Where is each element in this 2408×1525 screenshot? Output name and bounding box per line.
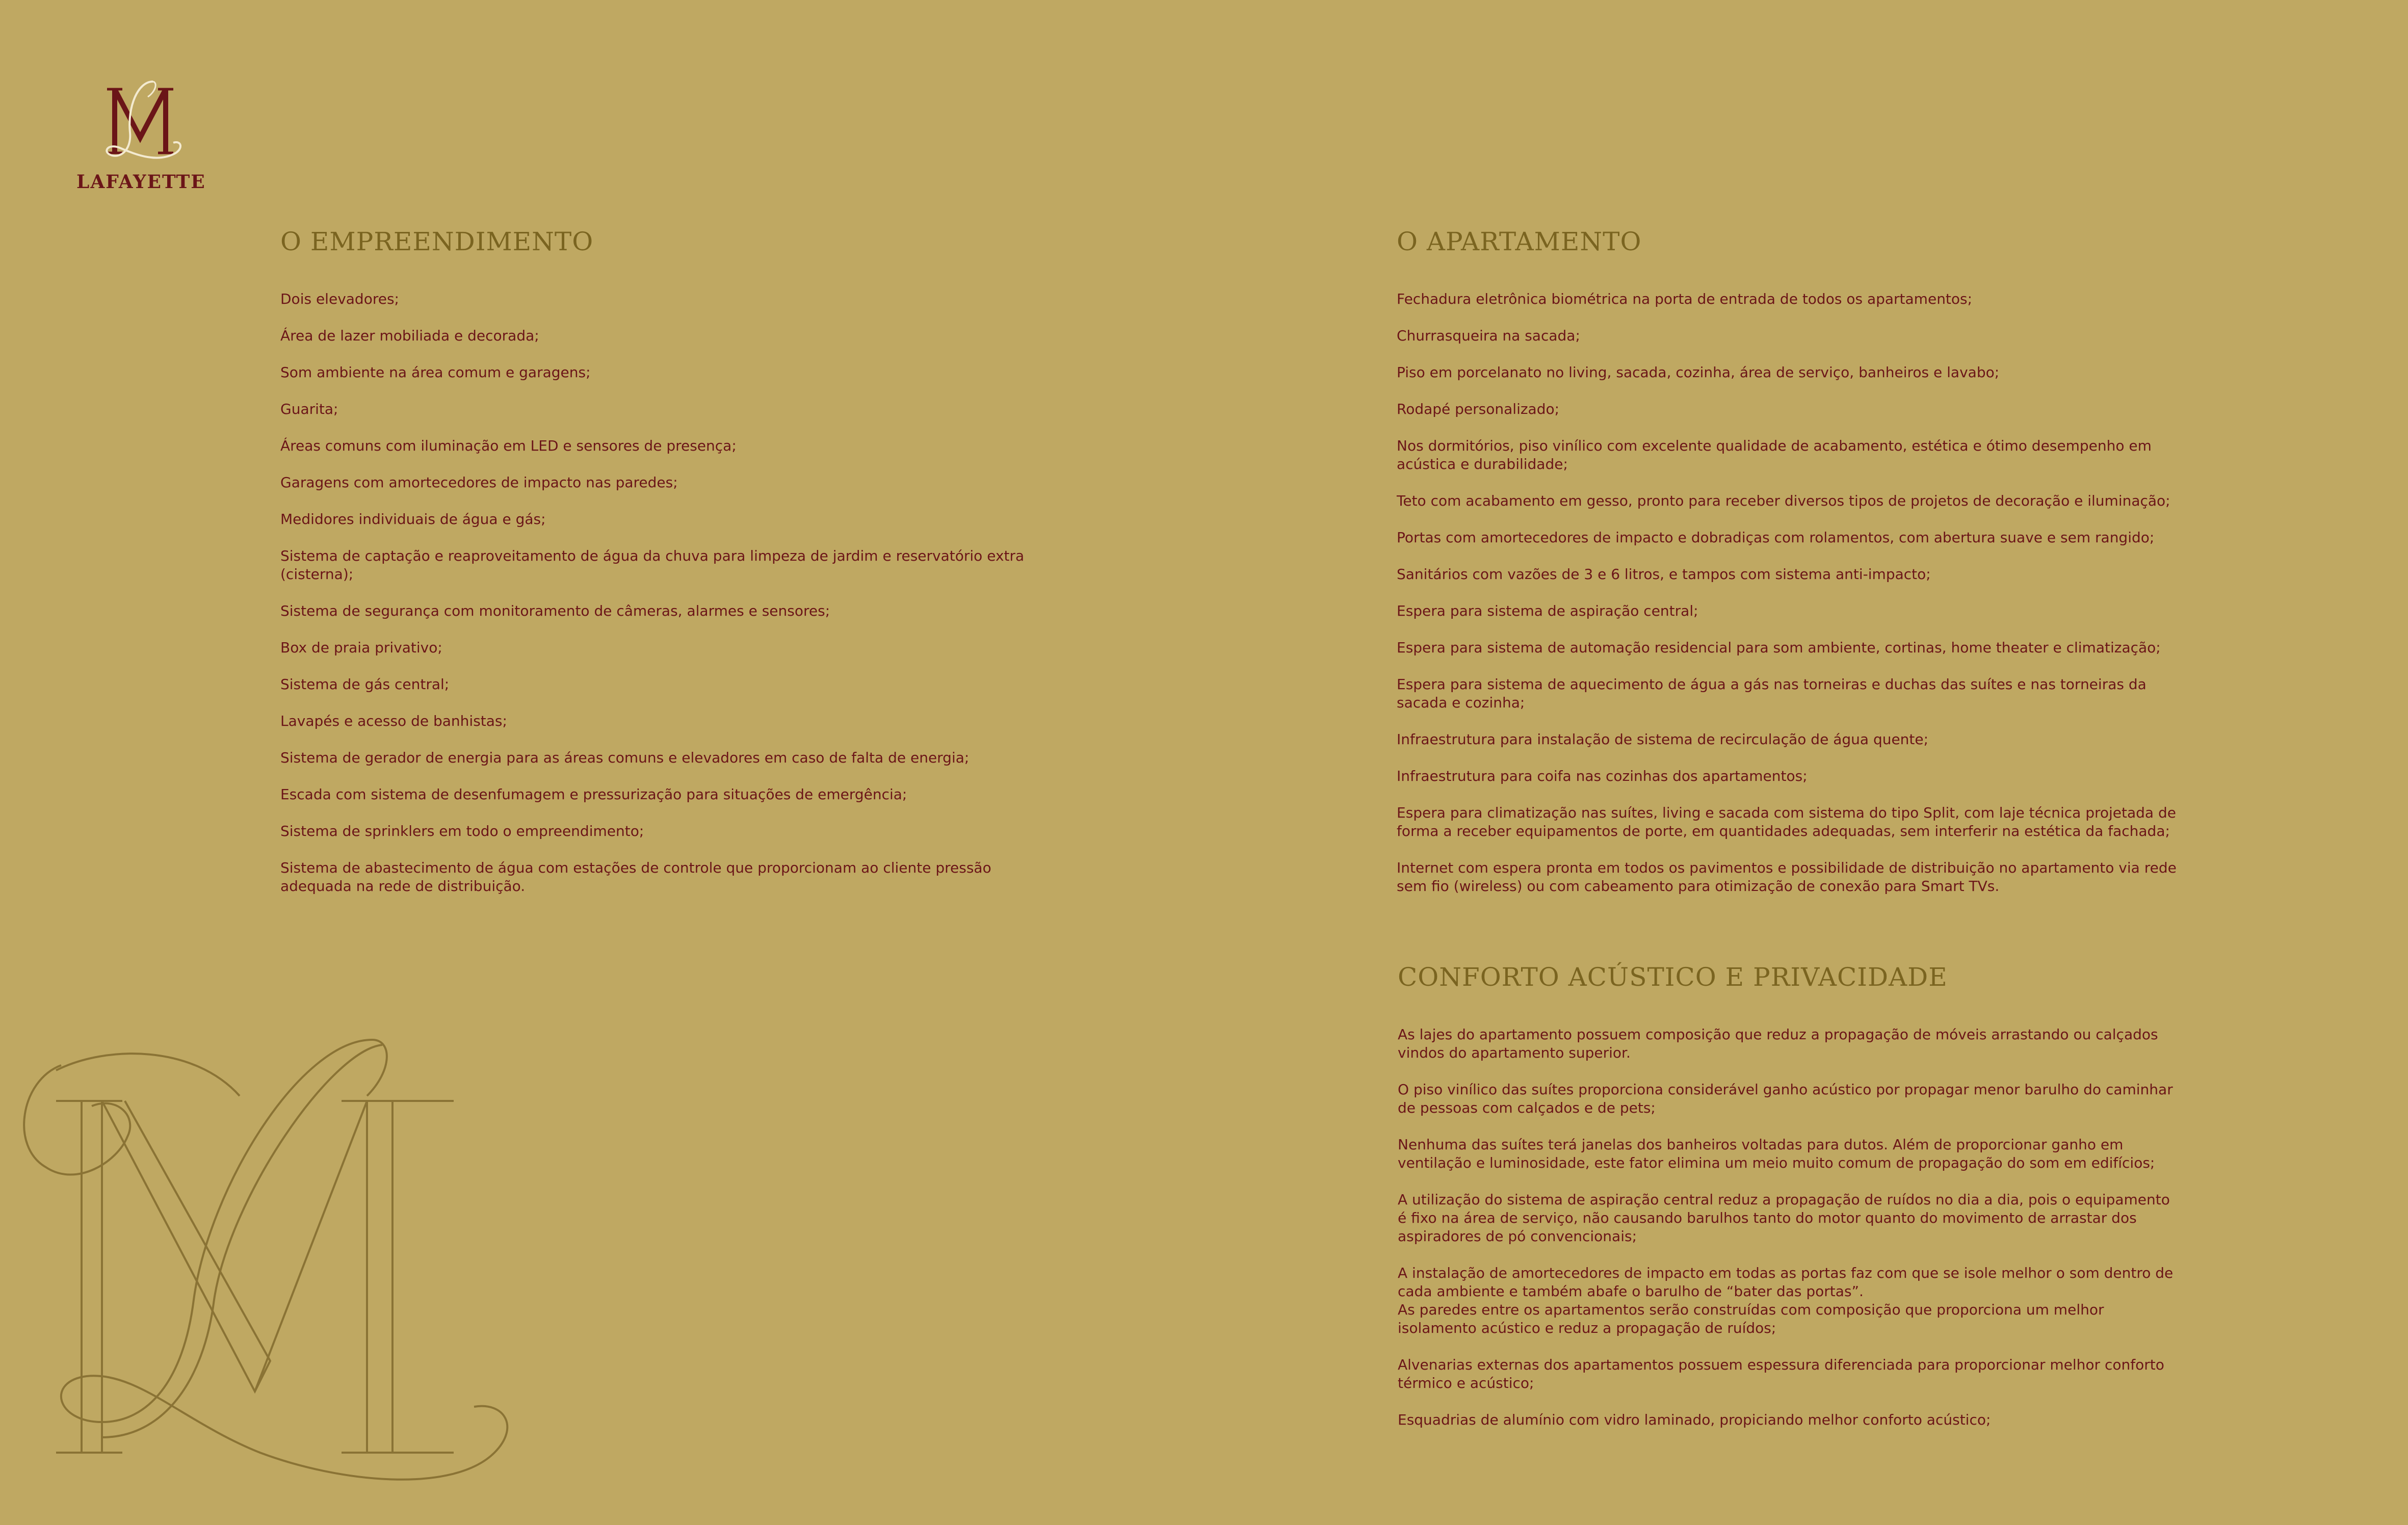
list-item: Espera para sistema de aquecimento de água a gás nas torneiras e duchas das suítes e nas torneiras da sacada e cozinha; — [1397, 676, 2147, 711]
conforto-paragraphs — [1398, 1026, 2193, 1429]
brand-name: LAFAYETTE — [76, 171, 206, 193]
empreendimento-list — [280, 290, 1045, 896]
section-title-apartamento: O APARTAMENTO — [1397, 227, 1642, 256]
list-item: Infraestrutura para instalação de sistema de recirculação de água quente; — [1397, 731, 1929, 748]
paragraph: As lajes do apartamento possuem composição que reduz a propagação de móveis arrastando ou calçados vindos do apartamento superior. — [1398, 1026, 2158, 1061]
list-item: Churrasqueira na sacada; — [1397, 327, 1580, 344]
paragraph: Nenhuma das suítes terá janelas dos banheiros voltadas para dutos. Além de proporcionar ganho em ventilação e luminosidade, este fator elimina um meio muito comum de propagação do som em edifícios; — [1398, 1136, 2155, 1171]
list-item: Garagens com amortecedores de impacto nas paredes; — [280, 474, 678, 491]
paragraph: A instalação de amortecedores de impacto em todas as portas faz com que se isole melhor o som dentro de cada ambiente e também abafe o barulho de “bater das portas”. As paredes entre os apartamentos serão construídas com composição que proporciona um melhor isolamento acústico e reduz a propagação de ruídos; — [1398, 1265, 2174, 1336]
list-item: Rodapé personalizado; — [1397, 401, 1560, 417]
paragraph: A utilização do sistema de aspiração central reduz a propagação de ruídos no dia a dia, pois o equipamento é fixo na área de serviço, não causando barulhos tanto do motor quanto do movimento de arrastar dos aspiradores de pó convencionais; — [1398, 1191, 2170, 1245]
list-item: Som ambiente na área comum e garagens; — [280, 364, 591, 381]
watermark-monogram-icon — [15, 1035, 515, 1514]
paragraph: O piso vinílico das suítes proporciona considerável ganho acústico por propagar menor barulho do caminhar de pessoas com calçados e de pets; — [1398, 1081, 2173, 1116]
list-item: Teto com acabamento em gesso, pronto para receber diversos tipos de projetos de decoração e iluminação; — [1397, 492, 2170, 509]
list-item: Medidores individuais de água e gás; — [280, 511, 546, 528]
conforto-acustico-section — [1398, 962, 2193, 1448]
list-item: Espera para sistema de automação residencial para som ambiente, cortinas, home theater e climatização; — [1397, 639, 2161, 656]
list-item: Sistema de sprinklers em todo o empreendimento; — [280, 823, 644, 839]
paragraph: Esquadrias de alumínio com vidro laminado, propiciando melhor conforto acústico; — [1398, 1411, 1991, 1428]
list-item: Lavapés e acesso de banhistas; — [280, 713, 507, 729]
section-title-conforto: CONFORTO ACÚSTICO E PRIVACIDADE — [1398, 962, 1948, 992]
list-item: Portas com amortecedores de impacto e dobradiças com rolamentos, com abertura suave e sem rangido; — [1397, 529, 2155, 546]
empreendimento-section — [280, 227, 1045, 914]
list-item: Internet com espera pronta em todos os pavimentos e possibilidade de distribuição no apartamento via rede sem fio (wireless) ou com cabeamento para otimização de conexão para Smart TVs. — [1397, 859, 2177, 895]
apartamento-list — [1397, 290, 2192, 896]
list-item: Áreas comuns com iluminação em LED e sensores de presença; — [280, 437, 737, 454]
list-item: Sistema de captação e reaproveitamento de água da chuva para limpeza de jardim e reservatório extra (cisterna); — [280, 547, 1025, 583]
list-item: Sistema de abastecimento de água com estações de controle que proporcionam ao cliente pressão adequada na rede de distribuição. — [280, 859, 991, 895]
paragraph: Alvenarias externas dos apartamentos possuem espessura diferenciada para proporcionar melhor conforto térmico e acústico; — [1398, 1356, 2164, 1391]
list-item: Espera para climatização nas suítes, living e sacada com sistema do tipo Split, com laje técnica projetada de forma a receber equipamentos de porte, em quantidades adequadas, sem interferir na estética da fachada; — [1397, 804, 2176, 839]
list-item: Sistema de segurança com monitoramento de câmeras, alarmes e sensores; — [280, 602, 830, 619]
list-item: Espera para sistema de aspiração central; — [1397, 602, 1698, 619]
list-item: Piso em porcelanato no living, sacada, cozinha, área de serviço, banheiros e lavabo; — [1397, 364, 2000, 381]
section-title-empreendimento: O EMPREENDIMENTO — [280, 227, 594, 256]
list-item: Infraestrutura para coifa nas cozinhas dos apartamentos; — [1397, 768, 1808, 784]
lm-monogram-icon — [92, 76, 189, 168]
list-item: Dois elevadores; — [280, 291, 399, 307]
list-item: Fechadura eletrônica biométrica na porta de entrada de todos os apartamentos; — [1397, 291, 1973, 307]
list-item: Box de praia privativo; — [280, 639, 442, 656]
brand-logo — [76, 76, 204, 193]
list-item: Sistema de gerador de energia para as áreas comuns e elevadores em caso de falta de energia; — [280, 749, 970, 766]
apartamento-section — [1397, 227, 2192, 914]
list-item: Sistema de gás central; — [280, 676, 450, 693]
list-item: Sanitários com vazões de 3 e 6 litros, e tampos com sistema anti-impacto; — [1397, 566, 1931, 583]
list-item: Nos dormitórios, piso vinílico com excelente qualidade de acabamento, estética e ótimo desempenho em acústica e durabilidade; — [1397, 437, 2152, 472]
list-item: Escada com sistema de desenfumagem e pressurização para situações de emergência; — [280, 786, 907, 803]
list-item: Área de lazer mobiliada e decorada; — [280, 327, 539, 344]
list-item: Guarita; — [280, 401, 338, 417]
